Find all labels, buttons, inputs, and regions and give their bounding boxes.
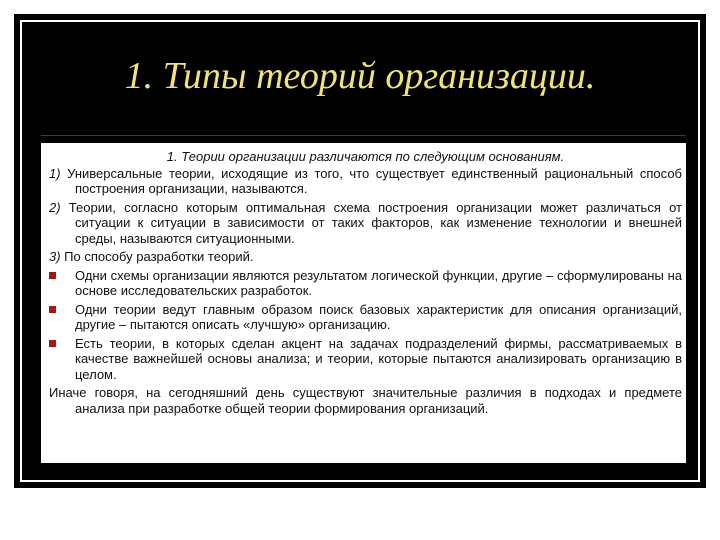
bullet-item-3 xyxy=(49,336,682,383)
slide-title: 1. Типы теорий организации. xyxy=(124,55,596,97)
list-item-1 xyxy=(49,166,682,197)
bullet-text: Одни схемы организации являются результатом логической функции, другие – сформулированы на основе исследовательских разработок. xyxy=(75,267,682,298)
conclusion-paragraph: Иначе говоря, на сегодняшний день существуют значительные различия в подходах и предмете анализа при разработке общей теории формирования организаций. xyxy=(49,385,682,416)
square-bullet-icon xyxy=(49,272,56,279)
list-item-2 xyxy=(49,200,682,247)
bullet-text: Есть теории, в которых сделан акцент на задачах подразделений фирмы, рассматриваемых в качестве важнейшей основы анализа; и теории, которые пытаются анализировать организацию в целом. xyxy=(75,335,682,382)
content-heading: 1. Теории организации различаются по следующим основаниям. xyxy=(166,149,565,164)
content-box xyxy=(41,143,686,463)
item-text: Теории, согласно которым оптимальная схема построения организации может различаться от ситуации к ситуации в зависимости от таких факторов, как изменение технологии и внешней среды, называются ситуационными. xyxy=(60,199,682,246)
title-divider xyxy=(41,135,686,136)
list-item-3 xyxy=(49,249,682,265)
square-bullet-icon xyxy=(49,306,56,313)
item-number: 3) xyxy=(49,249,61,264)
item-number: 1) xyxy=(49,165,61,181)
slide xyxy=(14,14,706,488)
square-bullet-icon xyxy=(49,340,56,347)
item-number: 2) xyxy=(49,199,61,215)
bullet-text: Одни теории ведут главным образом поиск базовых характеристик для описания организаций, другие – пытаются описать «лучшую» организацию. xyxy=(75,301,682,332)
item-text: По способу разработки теорий. xyxy=(60,249,254,264)
bullet-item-2 xyxy=(49,302,682,333)
bullet-item-1 xyxy=(49,268,682,299)
item-text: Универсальные теории, исходящие из того, что существует единственный рациональный способ построения организации, называются. xyxy=(60,165,682,196)
